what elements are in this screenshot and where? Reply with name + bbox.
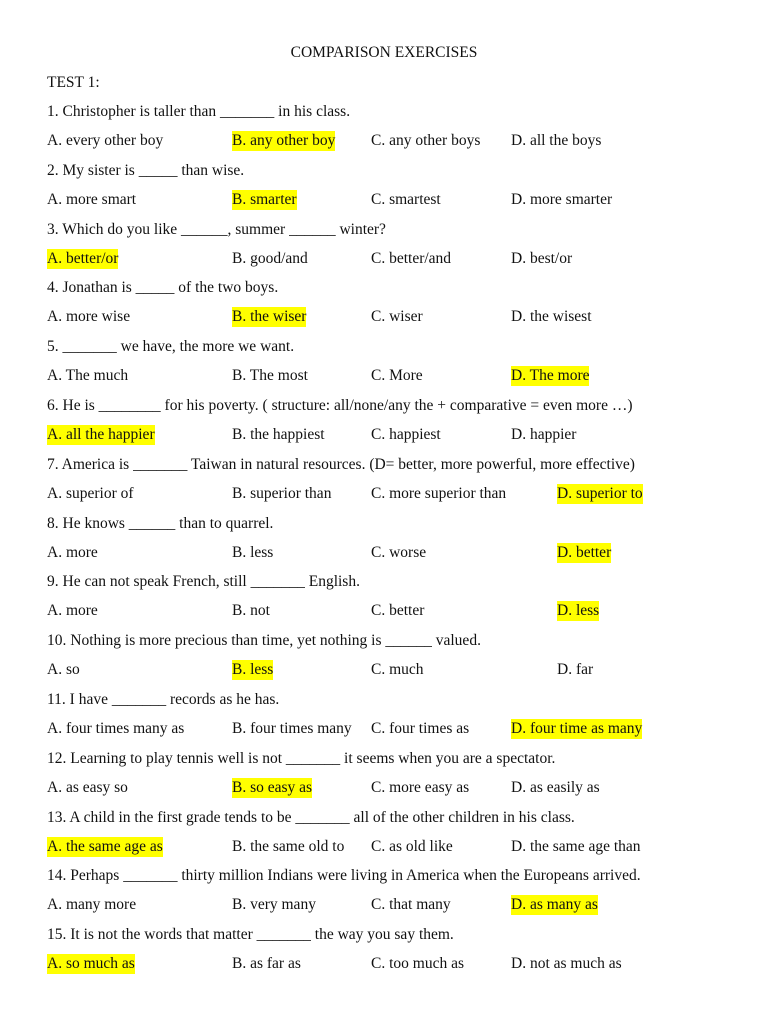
question-text: 4. Jonathan is _____ of the two boys.: [47, 279, 279, 296]
test-label: TEST 1:: [47, 74, 100, 91]
answer-option-highlighted: B. less: [232, 661, 274, 678]
answer-option: C. happiest: [371, 426, 441, 443]
answer-option-highlighted: B. smarter: [232, 191, 297, 208]
answer-option: C. worse: [371, 544, 427, 561]
answer-option: D. happier: [511, 426, 577, 443]
answer-option-highlighted: D. four time as many: [511, 720, 643, 737]
question-text: 2. My sister is _____ than wise.: [47, 162, 245, 179]
answer-option: A. more wise: [47, 308, 131, 325]
answer-option: B. good/and: [232, 250, 308, 267]
answer-option-highlighted: D. superior to: [557, 485, 643, 502]
answer-option: A. four times many as: [47, 720, 185, 737]
answer-option: B. four times many: [232, 720, 352, 737]
answer-option-highlighted: D. better: [557, 544, 612, 561]
answer-option-highlighted: B. the wiser: [232, 308, 307, 325]
answer-option: B. The most: [232, 367, 308, 384]
question-text: 11. I have _______ records as he has.: [47, 691, 280, 708]
question-text: 6. He is ________ for his poverty. ( structure: all/none/any the + comparative = even more …): [47, 397, 633, 414]
answer-option: C. smartest: [371, 191, 441, 208]
option-row: [0, 425, 768, 445]
answer-option: C. four times as: [371, 720, 470, 737]
answer-option: C. more easy as: [371, 779, 470, 796]
question-text: 10. Nothing is more precious than time, yet nothing is ______ valued.: [47, 632, 481, 649]
answer-option: D. as easily as: [511, 779, 600, 796]
answer-option: A. more smart: [47, 191, 137, 208]
question-text: 12. Learning to play tennis well is not _______ it seems when you are a spectator.: [47, 750, 556, 767]
answer-option: C. More: [371, 367, 423, 384]
answer-option-highlighted: A. the same age as: [47, 838, 163, 855]
answer-option: D. not as much as: [511, 955, 622, 972]
answer-option: C. that many: [371, 896, 451, 913]
answer-option: D. the wisest: [511, 308, 592, 325]
answer-option: C. much: [371, 661, 424, 678]
answer-option: A. more: [47, 602, 98, 619]
question-text: 5. _______ we have, the more we want.: [47, 338, 295, 355]
option-row: [0, 366, 768, 386]
option-row: [0, 837, 768, 857]
answer-option: B. not: [232, 602, 270, 619]
answer-option: C. better/and: [371, 250, 452, 267]
answer-option: A. many more: [47, 896, 137, 913]
answer-option-highlighted: D. as many as: [511, 896, 598, 913]
question-text: 3. Which do you like ______, summer ______ winter?: [47, 221, 386, 238]
question-text: 13. A child in the first grade tends to be _______ all of the other children in his class.: [47, 809, 575, 826]
answer-option: C. as old like: [371, 838, 453, 855]
answer-option-highlighted: A. better/or: [47, 250, 119, 267]
option-row: [0, 719, 768, 739]
answer-option: C. wiser: [371, 308, 423, 325]
question-text: 8. He knows ______ than to quarrel.: [47, 515, 274, 532]
question-text: 15. It is not the words that matter _______ the way you say them.: [47, 926, 454, 943]
answer-option: B. very many: [232, 896, 316, 913]
option-row: [0, 954, 768, 974]
answer-option-highlighted: D. less: [557, 602, 600, 619]
answer-option-highlighted: A. so much as: [47, 955, 135, 972]
answer-option: B. the happiest: [232, 426, 325, 443]
answer-option: A. as easy so: [47, 779, 128, 796]
answer-option: C. better: [371, 602, 425, 619]
option-row: [0, 307, 768, 327]
page-title: COMPARISON EXERCISES: [290, 44, 478, 61]
answer-option-highlighted: A. all the happier: [47, 426, 155, 443]
answer-option: C. too much as: [371, 955, 464, 972]
option-row: [0, 660, 768, 680]
answer-option: C. more superior than: [371, 485, 507, 502]
answer-option: A. superior of: [47, 485, 134, 502]
answer-option: D. the same age than: [511, 838, 641, 855]
answer-option: A. more: [47, 544, 98, 561]
option-row: [0, 190, 768, 210]
question-text: 7. America is _______ Taiwan in natural resources. (D= better, more powerful, more effective): [47, 456, 635, 473]
answer-option: D. far: [557, 661, 594, 678]
option-row: [0, 601, 768, 621]
option-row: [0, 778, 768, 798]
question-text: 1. Christopher is taller than _______ in his class.: [47, 103, 351, 120]
option-row: [0, 895, 768, 915]
question-text: 14. Perhaps _______ thirty million Indians were living in America when the Europeans arrived.: [47, 867, 641, 884]
answer-option-highlighted: B. so easy as: [232, 779, 313, 796]
answer-option: B. the same old to: [232, 838, 345, 855]
answer-option-highlighted: D. The more: [511, 367, 590, 384]
answer-option: A. The much: [47, 367, 129, 384]
option-row: [0, 543, 768, 563]
option-row: [0, 131, 768, 151]
answer-option: B. superior than: [232, 485, 332, 502]
answer-option: C. any other boys: [371, 132, 481, 149]
answer-option: D. more smarter: [511, 191, 613, 208]
question-text: 9. He can not speak French, still _______ English.: [47, 573, 360, 590]
answer-option: A. every other boy: [47, 132, 164, 149]
answer-option-highlighted: B. any other boy: [232, 132, 336, 149]
answer-option: A. so: [47, 661, 80, 678]
answer-option: D. best/or: [511, 250, 573, 267]
answer-option: D. all the boys: [511, 132, 602, 149]
option-row: [0, 484, 768, 504]
option-row: [0, 249, 768, 269]
answer-option: B. as far as: [232, 955, 301, 972]
answer-option: B. less: [232, 544, 274, 561]
